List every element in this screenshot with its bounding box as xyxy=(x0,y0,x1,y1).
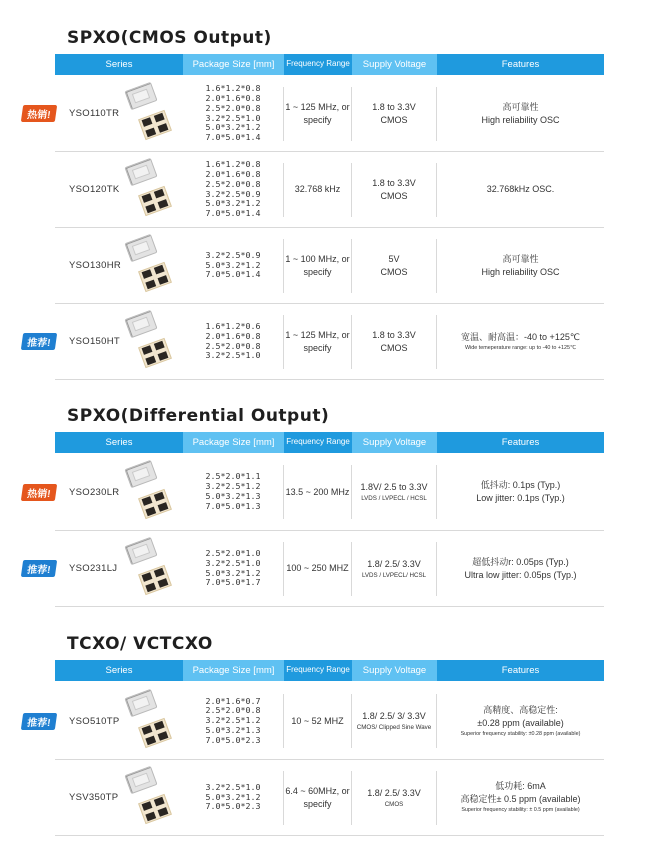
package-size-cell xyxy=(183,694,284,749)
frequency-cell xyxy=(284,239,352,293)
chip-pad-icon xyxy=(154,568,165,578)
header-voltage: Supply Voltage xyxy=(352,54,437,75)
features-cell xyxy=(437,479,604,505)
chip-pad-icon xyxy=(158,502,169,512)
frequency-range: 1 ~ 125 MHz, or specify xyxy=(285,329,350,353)
header-features: Features xyxy=(501,436,540,448)
oscillator-package-icon xyxy=(123,234,181,298)
package-size: 5.0*3.2*1.2 xyxy=(205,122,261,133)
package-size: 1.6*1.2*0.8 xyxy=(205,159,261,170)
chip-pad-icon xyxy=(145,356,156,366)
chip-pad-icon xyxy=(141,345,152,355)
header-series: Series xyxy=(105,664,133,676)
features-cell xyxy=(437,331,604,353)
package-size: 2.0*1.6*0.8 xyxy=(205,92,261,103)
supply-voltage: 1.8/ 2.5/ 3.3V xyxy=(367,787,421,798)
package-size: 5.0*3.2*1.2 xyxy=(205,198,261,209)
package-size: 7.0*5.0*1.3 xyxy=(205,500,261,511)
chip-pad-icon xyxy=(141,496,152,506)
package-size: 7.0*5.0*1.4 xyxy=(205,208,261,219)
supply-voltage: 1.8V/ 2.5 to 3.3V xyxy=(360,482,428,492)
chip-pad-icon xyxy=(158,351,169,361)
chip-pad-icon xyxy=(145,204,156,214)
voltage-cell xyxy=(352,87,437,141)
series-cell xyxy=(55,304,183,379)
table-row xyxy=(55,228,604,304)
oscillator-package-icon xyxy=(123,82,181,146)
frequency-cell xyxy=(284,694,352,749)
feature-text: 高稳定性± 0.5 ppm (available) xyxy=(460,794,581,804)
package-size: 3.2*2.5*0.9 xyxy=(205,249,261,260)
package-size: 5.0*3.2*1.2 xyxy=(205,791,261,802)
chip-pad-icon xyxy=(154,341,165,351)
model-name: YSO110TR xyxy=(69,108,120,119)
chip-bottom-view-icon xyxy=(138,110,172,140)
recommend-badge xyxy=(21,713,57,730)
feature-text: ±0.28 ppm (available) xyxy=(477,717,564,728)
supply-voltage: 1.8 to 3.3V xyxy=(372,177,416,188)
chip-pad-icon xyxy=(158,807,169,817)
package-size-cell xyxy=(183,239,284,293)
package-size: 5.0*3.2*1.3 xyxy=(205,491,261,501)
package-size-cell xyxy=(183,83,284,143)
feature-text: High reliability OSC xyxy=(481,114,560,125)
voltage-cell xyxy=(352,771,437,825)
package-size: 5.0*3.2*1.3 xyxy=(205,724,261,735)
table-row xyxy=(55,304,604,380)
header-frequency: Frequency Range xyxy=(286,665,350,675)
header-features: Features xyxy=(501,664,540,676)
features-cell xyxy=(437,253,604,279)
table-row xyxy=(55,531,604,607)
model-name: YSO230LR xyxy=(69,486,120,498)
chip-pad-icon xyxy=(145,507,156,517)
package-size: 2.5*2.0*0.8 xyxy=(205,102,261,113)
hot-sale-badge xyxy=(21,105,57,122)
package-size: 2.5*2.0*0.8 xyxy=(205,178,261,189)
chip-pad-icon xyxy=(154,265,165,275)
oscillator-package-icon xyxy=(123,766,181,830)
features-cell xyxy=(437,556,604,582)
output-type: LVDS / LVPECL / HCSL xyxy=(361,495,427,502)
chip-bottom-view-icon xyxy=(138,489,172,519)
frequency-range: 1 ~ 125 MHz, or specify xyxy=(285,101,350,125)
header-package: Package Size [mm] xyxy=(183,660,284,681)
chip-pad-icon xyxy=(141,117,152,127)
chip-pad-icon xyxy=(145,280,156,290)
model-name: YSV350TP xyxy=(69,792,119,803)
feature-text: Ultra low jitter: 0.05ps (Typ.) xyxy=(464,569,577,580)
chip-bottom-view-icon xyxy=(138,565,172,595)
chip-pad-icon xyxy=(141,572,152,582)
feature-text: 超低抖动r: 0.05ps (Typ.) xyxy=(472,556,569,567)
frequency-range: 10 ~ 52 MHZ xyxy=(291,715,344,726)
features-cell xyxy=(437,183,604,196)
supply-voltage: CMOS xyxy=(380,114,408,125)
table-row xyxy=(55,152,604,228)
package-size-cell xyxy=(183,542,284,596)
recommend-badge xyxy=(21,333,57,350)
frequency-range: 6.4 ~ 60MHz, or specify xyxy=(285,785,350,809)
badge-label: 热销! xyxy=(26,488,52,500)
chip-bottom-view-icon xyxy=(138,338,172,368)
table-row xyxy=(55,760,604,836)
chip-bottom-view-icon xyxy=(138,794,172,824)
frequency-range: 32.768 kHz xyxy=(294,184,341,194)
chip-pad-icon xyxy=(141,269,152,279)
package-size: 2.5*2.0*1.1 xyxy=(205,471,261,482)
header-features: Features xyxy=(501,58,540,70)
model-name: YSO510TP xyxy=(69,715,120,727)
feature-text: High reliability OSC xyxy=(481,266,560,277)
package-size: 7.0*5.0*2.3 xyxy=(205,734,261,745)
feature-note: Superior frequency stability: ±0.28 ppm (available) xyxy=(460,730,581,737)
model-name: YSO120TK xyxy=(69,184,120,195)
feature-text: Low jitter: 0.1ps (Typ.) xyxy=(476,493,565,503)
feature-text: 高精度、高稳定性: xyxy=(483,704,558,715)
chip-pad-icon xyxy=(141,193,152,203)
chip-top-view-icon xyxy=(124,310,157,338)
voltage-cell xyxy=(352,465,437,520)
package-size: 3.2*2.5*1.0 xyxy=(205,557,261,568)
feature-text: 32.768kHz OSC. xyxy=(486,184,555,194)
output-type: CMOS/ Clipped Sine Wave xyxy=(356,724,432,731)
package-size: 3.2*2.5*1.2 xyxy=(205,481,261,492)
frequency-cell xyxy=(284,163,352,217)
package-size: 3.2*2.5*1.0 xyxy=(205,112,261,123)
chip-pad-icon xyxy=(145,812,156,822)
series-cell xyxy=(55,454,183,530)
chip-bottom-view-icon xyxy=(138,718,172,748)
table-header xyxy=(55,54,604,75)
supply-voltage: 5V xyxy=(388,253,400,264)
package-size-cell xyxy=(183,159,284,219)
package-size: 5.0*3.2*1.2 xyxy=(205,567,261,578)
package-size-cell xyxy=(183,465,284,520)
chip-pad-icon xyxy=(154,492,165,502)
series-cell xyxy=(55,152,183,227)
frequency-cell xyxy=(284,315,352,369)
chip-top-view-icon xyxy=(124,766,157,794)
badge-label: 推荐! xyxy=(26,338,52,349)
feature-text: 低功耗: 6mA xyxy=(495,781,546,791)
header-series: Series xyxy=(105,58,133,70)
chip-top-view-icon xyxy=(124,82,157,110)
chip-pad-icon xyxy=(154,797,165,807)
voltage-cell xyxy=(352,163,437,217)
feature-note: Wide temeperature range: up to -40 to +125℃ xyxy=(464,344,577,351)
features-cell xyxy=(437,704,604,739)
package-size: 2.5*2.0*0.8 xyxy=(205,705,261,716)
chip-pad-icon xyxy=(154,721,165,731)
package-size: 7.0*5.0*1.4 xyxy=(205,132,261,143)
package-size: 3.2*2.5*1.0 xyxy=(205,350,261,361)
series-cell xyxy=(55,531,183,606)
frequency-cell xyxy=(284,87,352,141)
feature-note: Superior frequency stability: ± 0.5 ppm (available) xyxy=(461,807,580,813)
chip-pad-icon xyxy=(141,801,152,811)
supply-voltage: CMOS xyxy=(380,190,408,201)
package-size: 7.0*5.0*1.7 xyxy=(205,577,261,588)
header-frequency: Frequency Range xyxy=(286,59,350,69)
chip-pad-icon xyxy=(145,583,156,593)
output-type: CMOS xyxy=(384,800,404,808)
chip-pad-icon xyxy=(154,189,165,199)
feature-text: 高可靠性 xyxy=(502,101,539,112)
package-size: 2.0*1.6*0.7 xyxy=(205,695,261,706)
header-package: Package Size [mm] xyxy=(183,432,284,453)
package-size-cell xyxy=(183,315,284,369)
chip-pad-icon xyxy=(158,275,169,285)
table-header xyxy=(55,432,604,453)
chip-pad-icon xyxy=(145,128,156,138)
series-cell xyxy=(55,76,183,151)
badge-label: 推荐! xyxy=(26,565,52,576)
section-title: SPXO(CMOS Output) xyxy=(67,28,272,48)
feature-text: 低抖动: 0.1ps (Typ.) xyxy=(480,480,561,490)
model-name: YSO130HR xyxy=(69,260,122,271)
oscillator-package-icon xyxy=(123,689,181,754)
table-row xyxy=(55,76,604,152)
chip-pad-icon xyxy=(158,123,169,133)
oscillator-package-icon xyxy=(123,310,181,374)
frequency-cell xyxy=(284,771,352,825)
package-size: 2.0*1.6*0.8 xyxy=(205,168,261,179)
supply-voltage: 1.8/ 2.5/ 3.3V xyxy=(367,558,421,569)
package-size: 1.6*1.2*0.6 xyxy=(205,320,261,331)
header-voltage: Supply Voltage xyxy=(352,660,437,681)
supply-voltage: 1.8 to 3.3V xyxy=(372,101,416,112)
frequency-cell xyxy=(284,465,352,520)
chip-pad-icon xyxy=(158,578,169,588)
table-row xyxy=(55,683,604,760)
feature-text: 宽温、耐高温：-40 to +125℃ xyxy=(461,331,580,342)
chip-top-view-icon xyxy=(124,689,157,717)
voltage-cell xyxy=(352,694,437,749)
supply-voltage: CMOS xyxy=(380,266,408,277)
badge-label: 推荐! xyxy=(26,717,52,729)
section-title: SPXO(Differential Output) xyxy=(67,406,330,426)
oscillator-package-icon xyxy=(123,460,181,525)
chip-pad-icon xyxy=(154,113,165,123)
header-package: Package Size [mm] xyxy=(183,54,284,75)
output-type: LVDS / LVPECL/ HCSL xyxy=(361,571,427,579)
chip-top-view-icon xyxy=(124,537,157,565)
hot-sale-badge xyxy=(21,484,57,501)
frequency-cell xyxy=(284,542,352,596)
section-title: TCXO/ VCTCXO xyxy=(67,634,213,654)
package-size: 2.5*2.0*1.0 xyxy=(205,547,261,558)
package-size: 3.2*2.5*0.9 xyxy=(205,188,261,199)
header-voltage: Supply Voltage xyxy=(352,432,437,453)
oscillator-package-icon xyxy=(123,537,181,601)
package-size: 3.2*2.5*1.2 xyxy=(205,715,261,726)
chip-top-view-icon xyxy=(124,234,157,262)
voltage-cell xyxy=(352,315,437,369)
supply-voltage: 1.8/ 2.5/ 3/ 3.3V xyxy=(362,711,426,721)
voltage-cell xyxy=(352,542,437,596)
features-cell xyxy=(437,780,604,815)
chip-pad-icon xyxy=(158,199,169,209)
package-size-cell xyxy=(183,771,284,825)
badge-label: 热销! xyxy=(26,110,52,121)
feature-text: 高可靠性 xyxy=(502,253,539,264)
chip-pad-icon xyxy=(145,736,156,746)
package-size: 1.6*1.2*0.8 xyxy=(205,83,261,94)
chip-pad-icon xyxy=(141,725,152,735)
recommend-badge xyxy=(21,560,57,577)
frequency-range: 13.5 ~ 200 MHz xyxy=(285,486,350,497)
series-cell xyxy=(55,683,183,759)
table-header xyxy=(55,660,604,681)
header-series: Series xyxy=(105,436,133,448)
model-name: YSO231LJ xyxy=(69,563,118,574)
package-size: 7.0*5.0*1.4 xyxy=(205,269,261,280)
supply-voltage: CMOS xyxy=(380,342,408,353)
chip-top-view-icon xyxy=(124,158,157,186)
package-size: 5.0*3.2*1.2 xyxy=(205,259,261,270)
chip-top-view-icon xyxy=(124,460,157,488)
model-name: YSO150HT xyxy=(69,336,120,347)
supply-voltage: 1.8 to 3.3V xyxy=(372,329,416,340)
series-cell xyxy=(55,760,183,835)
oscillator-package-icon xyxy=(123,158,181,222)
chip-bottom-view-icon xyxy=(138,262,172,292)
package-size: 7.0*5.0*2.3 xyxy=(205,801,261,812)
header-frequency: Frequency Range xyxy=(286,437,350,447)
frequency-range: 1 ~ 100 MHz, or specify xyxy=(285,253,350,277)
package-size: 2.5*2.0*0.8 xyxy=(205,340,261,351)
package-size: 3.2*2.5*1.0 xyxy=(205,781,261,792)
features-cell xyxy=(437,101,604,127)
series-cell xyxy=(55,228,183,303)
chip-pad-icon xyxy=(158,731,169,741)
voltage-cell xyxy=(352,239,437,293)
package-size: 2.0*1.6*0.8 xyxy=(205,330,261,341)
table-row xyxy=(55,454,604,531)
chip-bottom-view-icon xyxy=(138,186,172,216)
frequency-range: 100 ~ 250 MHZ xyxy=(286,563,349,573)
